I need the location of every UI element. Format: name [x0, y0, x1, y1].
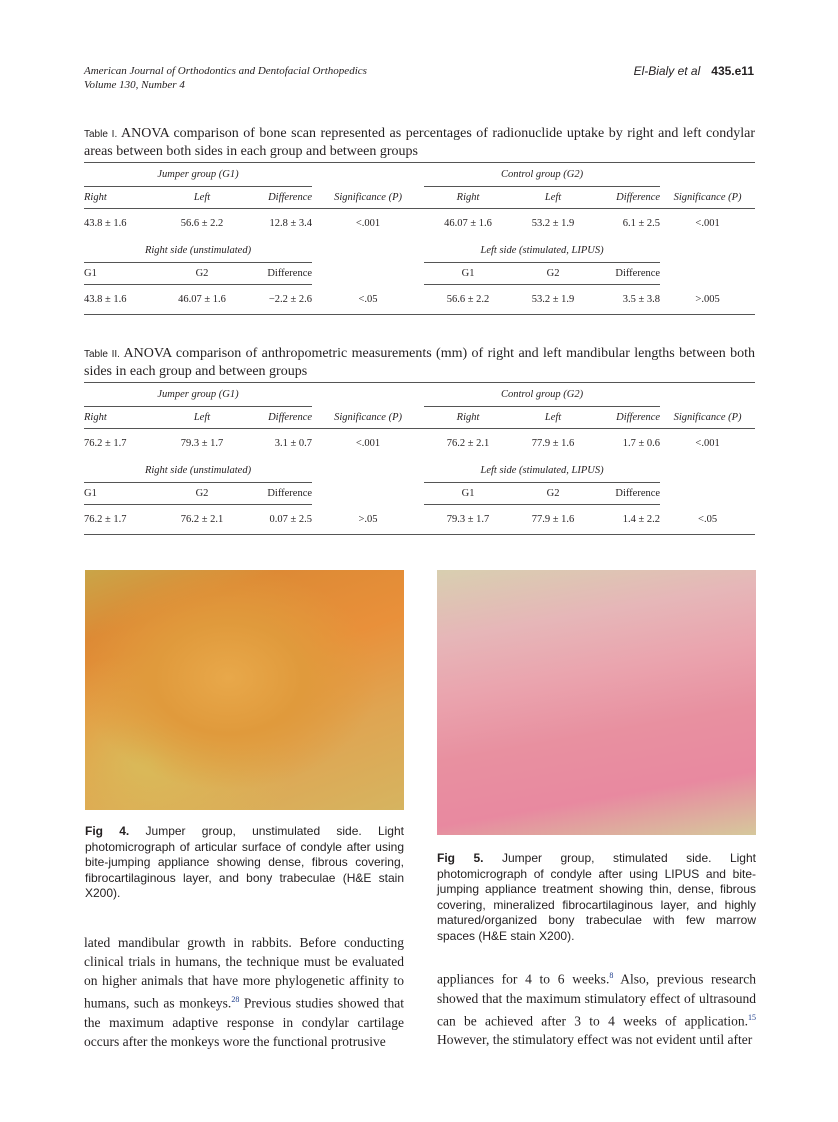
column-header: G2 [162, 483, 242, 505]
table-cell: >.05 [358, 513, 378, 525]
table-cell: 0.07 ± 2.5 [269, 514, 313, 525]
column-header: Left [162, 407, 242, 429]
table-label: Table I. [84, 129, 118, 140]
table-cell: 76.2 ± 1.7 [84, 514, 127, 525]
column-header: G2 [512, 483, 594, 505]
fig-4-photomicrograph [85, 570, 404, 810]
paragraph-text: lated mandibular growth in rabbits. Before conducting clinical trials in humans, the technique must be evaluated on higher animals that have more phylogenetic affinity to humans, such as monkeys. [84, 935, 404, 1011]
table-cell: <.05 [358, 293, 378, 305]
reference-link[interactable]: 28 [231, 995, 240, 1004]
column-header: Right [84, 187, 162, 209]
caption-text: ANOVA comparison of bone scan represented as percentages of radionuclide uptake by right and left condylar areas between both sides in each group and between groups [84, 126, 755, 159]
caption-text: Jumper group, unstimulated side. Light photomicrograph of articular surface of condyle after using bite-jumping appliance showing dense, fibrous covering, fibrocartilaginous layer, and bony trabeculae (H&E stain X200). [85, 824, 404, 900]
table-cell: 46.07 ± 1.6 [444, 218, 492, 230]
column-header: G1 [424, 483, 512, 505]
column-header: Difference [594, 187, 660, 209]
table-cell: 12.8 ± 3.4 [269, 218, 313, 230]
table-cell: 46.07 ± 1.6 [178, 294, 226, 305]
column-header: Significance (P) [660, 407, 755, 429]
column-header: Difference [242, 187, 312, 209]
column-header: Right [424, 407, 512, 429]
table-1 [84, 162, 755, 315]
column-header: Left [162, 187, 242, 209]
journal-title: American Journal of Orthodontics and Dentofacial Orthopedics [84, 65, 367, 77]
table-cell: 56.6 ± 2.2 [446, 294, 490, 305]
table-cell: 79.3 ± 1.7 [180, 438, 224, 450]
table-cell: 3.5 ± 3.8 [622, 294, 661, 305]
running-header-right [634, 64, 754, 79]
table-cell: 6.1 ± 2.5 [622, 218, 661, 230]
table-1-caption [84, 125, 755, 160]
table-cell: 43.8 ± 1.6 [84, 294, 127, 305]
group-header: Control group (G2) [424, 163, 660, 187]
table-cell: <.001 [695, 438, 720, 450]
column-header: G1 [84, 483, 162, 505]
group-header: Left side (stimulated, LIPUS) [424, 239, 660, 263]
table-2 [84, 382, 755, 535]
table-cell: 1.7 ± 0.6 [622, 438, 661, 450]
column-header: Difference [242, 407, 312, 429]
journal-volume: Volume 130, Number 4 [84, 79, 185, 91]
table-cell: >.005 [695, 293, 720, 305]
table-cell: 76.2 ± 2.1 [180, 514, 224, 525]
column-header: Difference [594, 263, 660, 285]
group-header: Right side (unstimulated) [84, 239, 312, 263]
paragraph-text: However, the stimulatory effect was not evident until after [437, 1032, 753, 1047]
caption-text: Jumper group, stimulated side. Light photomicrograph of condyle after using LIPUS and bite-jumping appliance treatment showing thin, dense, fibrous covering, mineralized fibrocartilaginous layer, and highly matured/organized bony trabeculae with few marrow spaces (H&E stain X200). [437, 851, 756, 943]
fig-5-photomicrograph [437, 570, 756, 835]
column-header: Significance (P) [312, 407, 424, 429]
table-label: Table II. [84, 349, 120, 360]
group-header: Right side (unstimulated) [84, 459, 312, 483]
table-cell: 56.6 ± 2.2 [180, 218, 224, 230]
column-header: G1 [424, 263, 512, 285]
column-header: Significance (P) [312, 187, 424, 209]
column-header: Difference [594, 407, 660, 429]
fig-4-caption [85, 824, 404, 902]
table-cell: 53.2 ± 1.9 [531, 294, 575, 305]
paragraph-text: Also, previous research showed that the maximum stimulatory effect of ultrasound can be achieved after 3 to 4 weeks of application. [437, 971, 757, 1028]
table-cell: −2.2 ± 2.6 [268, 294, 313, 305]
page-number: 435.e11 [711, 64, 754, 78]
column-header: G2 [512, 263, 594, 285]
table-cell: 53.2 ± 1.9 [531, 218, 575, 230]
reference-link[interactable]: 15 [748, 1012, 756, 1022]
column-header: Difference [242, 263, 312, 285]
table-cell: 79.3 ± 1.7 [446, 514, 490, 525]
column-header: Left [512, 407, 594, 429]
paragraph-text: Previous studies showed that the maximum adaptive response in condylar cartilage occurs after the monkeys wore the functional protrusive [84, 995, 404, 1049]
column-header: Left [512, 187, 594, 209]
table-cell: 76.2 ± 1.7 [84, 438, 127, 450]
running-header-left [84, 64, 367, 92]
table-cell: <.05 [698, 513, 718, 525]
group-header: Jumper group (G1) [84, 163, 312, 187]
figure-label: Fig 4. [85, 824, 130, 838]
column-header: Right [84, 407, 162, 429]
column-header: Difference [242, 483, 312, 505]
column-header: Right [424, 187, 512, 209]
group-header: Jumper group (G1) [84, 383, 312, 407]
fig-5-caption [437, 851, 756, 944]
table-cell: 3.1 ± 0.7 [274, 438, 313, 450]
table-cell: 43.8 ± 1.6 [84, 218, 127, 230]
authors: El-Bialy et al [633, 64, 701, 78]
column-header: G1 [84, 263, 162, 285]
figure-label: Fig 5. [437, 851, 484, 865]
table-cell: 1.4 ± 2.2 [622, 514, 661, 525]
group-header: Control group (G2) [424, 383, 660, 407]
table-cell: 77.9 ± 1.6 [531, 438, 575, 450]
table-cell: <.001 [355, 438, 381, 450]
body-text-left [84, 933, 404, 1051]
group-header: Left side (stimulated, LIPUS) [424, 459, 660, 483]
caption-text: ANOVA comparison of anthropometric measurements (mm) of right and left mandibular lengths between both sides in each group and between groups [84, 346, 755, 379]
table-cell: 77.9 ± 1.6 [531, 514, 575, 525]
table-cell: <.001 [695, 218, 720, 230]
column-header: Significance (P) [660, 187, 755, 209]
column-header: G2 [162, 263, 242, 285]
table-2-caption [84, 345, 755, 380]
paragraph-text: appliances for 4 to 6 weeks. [437, 971, 610, 987]
body-text-right [437, 966, 756, 1049]
column-header: Difference [594, 483, 660, 505]
table-cell: 76.2 ± 2.1 [446, 438, 490, 450]
table-cell: <.001 [355, 218, 381, 230]
reference-link[interactable]: 8 [609, 971, 614, 980]
